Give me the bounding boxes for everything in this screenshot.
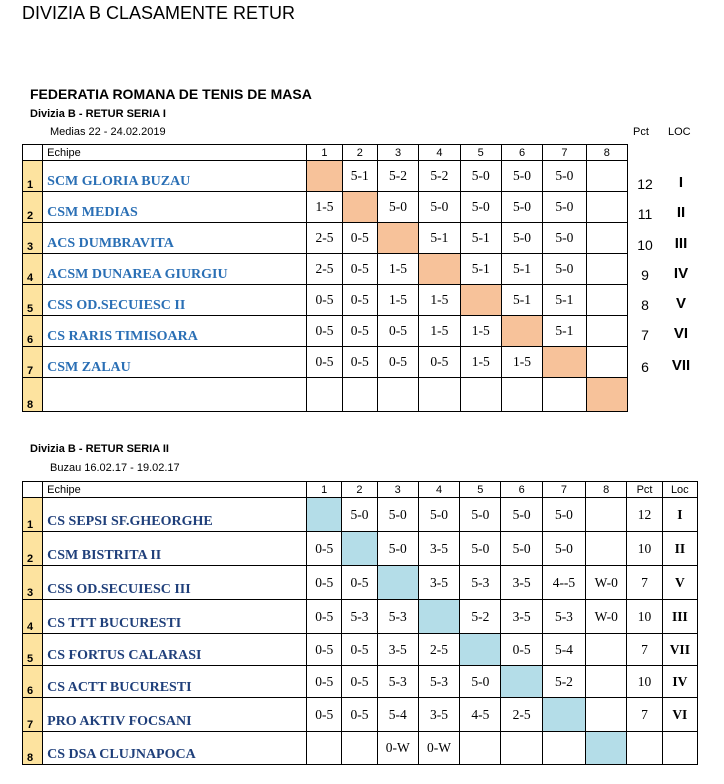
series2-score-cell: 5-0 bbox=[460, 666, 501, 698]
series1-team-name: ACS DUMBRAVITA bbox=[43, 223, 307, 254]
series1-team-name bbox=[43, 378, 307, 412]
series1-score-cell bbox=[586, 254, 627, 285]
series1-team-name: CSM ZALAU bbox=[43, 347, 307, 378]
series2-score-cell: 5-3 bbox=[377, 600, 418, 634]
series1-score-cell: 5-1 bbox=[543, 316, 586, 347]
series1-points-value: 7 bbox=[641, 327, 649, 343]
series2-score-cell: 0-5 bbox=[307, 566, 342, 600]
series1-self-cell bbox=[419, 254, 460, 285]
series2-score-cell bbox=[342, 732, 377, 765]
series2-score-cell: 3-5 bbox=[377, 634, 418, 666]
series2-row-number: 7 bbox=[23, 698, 43, 732]
series2-score-cell: W-0 bbox=[586, 600, 627, 634]
series2-score-cell: 5-0 bbox=[460, 498, 501, 532]
series1-self-cell bbox=[543, 347, 586, 378]
series2-score-cell: 5-4 bbox=[377, 698, 418, 732]
series2-col-header: 5 bbox=[460, 482, 501, 498]
series2-score-cell: 5-0 bbox=[542, 498, 585, 532]
series2-row-number: 8 bbox=[23, 732, 43, 765]
series2-self-cell bbox=[460, 634, 501, 666]
series1-col-header: 4 bbox=[419, 145, 460, 161]
series1-score-cell bbox=[586, 347, 627, 378]
series1-col-header: 3 bbox=[377, 145, 418, 161]
series1-score-cell: 1-5 bbox=[460, 347, 501, 378]
series2-self-cell bbox=[342, 532, 377, 566]
series2-score-cell bbox=[586, 532, 627, 566]
series2-score-cell: 0-5 bbox=[307, 698, 342, 732]
series2-team-name: CSM BISTRITA II bbox=[43, 532, 307, 566]
series1-score-cell: 5-1 bbox=[419, 223, 460, 254]
series1-header-row bbox=[23, 145, 628, 161]
series2-col-header: 3 bbox=[377, 482, 418, 498]
series1-points-value: 9 bbox=[641, 267, 649, 283]
series1-score-cell: 0-5 bbox=[342, 223, 377, 254]
series2-title: Divizia B - RETUR SERIA II bbox=[30, 443, 169, 455]
series1-score-cell: 2-5 bbox=[307, 254, 342, 285]
series2-score-cell: 3-5 bbox=[418, 698, 459, 732]
series1-score-cell: 5-0 bbox=[501, 223, 542, 254]
series2-score-cell: 5-2 bbox=[460, 600, 501, 634]
series2-team-row bbox=[23, 600, 698, 634]
series1-score-cell bbox=[419, 378, 460, 412]
series2-score-cell bbox=[501, 732, 542, 765]
series1-score-cell: 0-5 bbox=[419, 347, 460, 378]
series1-score-cell: 5-2 bbox=[377, 161, 418, 192]
series1-loc-label: LOC bbox=[668, 126, 691, 138]
series1-place-value: II bbox=[676, 204, 686, 221]
series2-points-cell: 10 bbox=[627, 600, 662, 634]
series1-col-header: 6 bbox=[501, 145, 542, 161]
series2-score-cell: 0-5 bbox=[342, 698, 377, 732]
series1-corner-cell bbox=[23, 145, 43, 161]
series2-self-cell bbox=[586, 732, 627, 765]
series1-col-header: 8 bbox=[586, 145, 627, 161]
series1-score-cell bbox=[586, 161, 627, 192]
series2-score-cell: 5-3 bbox=[377, 666, 418, 698]
series2-score-cell: 2-5 bbox=[418, 634, 459, 666]
series2-place-cell: IV bbox=[662, 666, 697, 698]
series2-teams-header: Echipe bbox=[43, 482, 307, 498]
series2-score-cell: 2-5 bbox=[501, 698, 542, 732]
series1-row-number: 1 bbox=[23, 161, 43, 192]
series1-score-cell: 5-1 bbox=[460, 223, 501, 254]
series1-team-row bbox=[23, 223, 628, 254]
series1-self-cell bbox=[307, 161, 342, 192]
series2-team-row bbox=[23, 666, 698, 698]
series1-location: Medias 22 - 24.02.2019 bbox=[50, 126, 166, 138]
series2-score-cell: 0-5 bbox=[307, 532, 342, 566]
series1-team-row bbox=[23, 192, 628, 223]
series1-row-number: 6 bbox=[23, 316, 43, 347]
series1-team-row bbox=[23, 161, 628, 192]
series1-score-cell: 5-1 bbox=[342, 161, 377, 192]
series2-team-name: CSS OD.SECUIESC III bbox=[43, 566, 307, 600]
series2-score-cell: 5-4 bbox=[542, 634, 585, 666]
series2-points-cell: 7 bbox=[627, 566, 662, 600]
series1-score-cell bbox=[586, 316, 627, 347]
page-title: DIVIZIA B CLASAMENTE RETUR bbox=[22, 3, 296, 23]
series2-score-cell: 5-3 bbox=[342, 600, 377, 634]
series1-score-cell: 5-0 bbox=[460, 192, 501, 223]
series2-score-cell bbox=[586, 666, 627, 698]
series2-col-header: 6 bbox=[501, 482, 542, 498]
series2-pct-header: Pct bbox=[627, 482, 662, 498]
series1-team-name: SCM GLORIA BUZAU bbox=[43, 161, 307, 192]
series2-score-cell bbox=[460, 732, 501, 765]
series1-score-cell: 1-5 bbox=[419, 285, 460, 316]
series1-standings-table bbox=[22, 144, 628, 412]
series2-location: Buzau 16.02.17 - 19.02.17 bbox=[50, 462, 180, 474]
series2-points-cell: 10 bbox=[627, 532, 662, 566]
series2-score-cell bbox=[542, 732, 585, 765]
series1-score-cell: 5-0 bbox=[543, 161, 586, 192]
series1-score-cell: 1-5 bbox=[377, 254, 418, 285]
series2-standings-table bbox=[22, 481, 698, 765]
series1-pct-label: Pct bbox=[633, 126, 649, 138]
series2-score-cell: 3-5 bbox=[501, 566, 542, 600]
series2-team-row bbox=[23, 732, 698, 765]
series2-self-cell bbox=[377, 566, 418, 600]
series2-points-cell: 7 bbox=[627, 634, 662, 666]
series1-score-cell: 5-0 bbox=[543, 223, 586, 254]
series2-score-cell: 0-W bbox=[418, 732, 459, 765]
series1-team-row bbox=[23, 347, 628, 378]
series2-score-cell bbox=[307, 732, 342, 765]
series2-team-name: CS FORTUS CALARASI bbox=[43, 634, 307, 666]
series2-col-header: 2 bbox=[342, 482, 377, 498]
series1-score-cell: 5-0 bbox=[377, 192, 418, 223]
series1-team-row bbox=[23, 378, 628, 412]
series2-score-cell: 5-0 bbox=[418, 498, 459, 532]
federation-title: FEDERATIA ROMANA DE TENIS DE MASA bbox=[30, 86, 312, 102]
series2-points-cell: 7 bbox=[627, 698, 662, 732]
series2-score-cell: 3-5 bbox=[418, 532, 459, 566]
series2-score-cell bbox=[586, 698, 627, 732]
series2-row-number: 5 bbox=[23, 634, 43, 666]
series1-place-value: VI bbox=[673, 325, 689, 342]
series1-points-value: 8 bbox=[641, 297, 649, 313]
series1-score-cell: 0-5 bbox=[377, 316, 418, 347]
series2-score-cell: 0-5 bbox=[501, 634, 542, 666]
series2-place-cell: III bbox=[662, 600, 697, 634]
series1-points-value: 11 bbox=[637, 206, 653, 222]
series2-team-name: CS ACTT BUCURESTI bbox=[43, 666, 307, 698]
series1-self-cell bbox=[501, 316, 542, 347]
series1-points-value: 10 bbox=[637, 237, 653, 253]
series1-score-cell: 0-5 bbox=[307, 347, 342, 378]
series1-row-number: 4 bbox=[23, 254, 43, 285]
series1-team-name: CSS OD.SECUIESC II bbox=[43, 285, 307, 316]
series2-row-number: 4 bbox=[23, 600, 43, 634]
series2-score-cell: 5-0 bbox=[501, 498, 542, 532]
series1-score-cell: 5-1 bbox=[501, 285, 542, 316]
series2-col-header: 8 bbox=[586, 482, 627, 498]
series2-score-cell bbox=[586, 498, 627, 532]
series1-team-row bbox=[23, 285, 628, 316]
series2-row-number: 3 bbox=[23, 566, 43, 600]
series2-score-cell bbox=[586, 634, 627, 666]
series2-col-header: 4 bbox=[418, 482, 459, 498]
series2-loc-header: Loc bbox=[662, 482, 697, 498]
series2-row-number: 2 bbox=[23, 532, 43, 566]
series2-place-cell: VII bbox=[662, 634, 697, 666]
series2-team-name: PRO AKTIV FOCSANI bbox=[43, 698, 307, 732]
series2-corner-cell bbox=[23, 482, 43, 498]
series1-self-cell bbox=[377, 223, 418, 254]
series2-col-header: 7 bbox=[542, 482, 585, 498]
series1-self-cell bbox=[460, 285, 501, 316]
series1-self-cell bbox=[342, 192, 377, 223]
series2-place-cell: VI bbox=[662, 698, 697, 732]
series2-score-cell: 0-5 bbox=[342, 634, 377, 666]
series1-place-value: III bbox=[674, 235, 688, 252]
series1-score-cell: 5-1 bbox=[501, 254, 542, 285]
series1-team-name: ACSM DUNAREA GIURGIU bbox=[43, 254, 307, 285]
series1-self-cell bbox=[586, 378, 627, 412]
series2-place-cell bbox=[662, 732, 697, 765]
series2-score-cell: 0-5 bbox=[342, 566, 377, 600]
series2-score-cell: 4-5 bbox=[460, 698, 501, 732]
series1-place-value: I bbox=[678, 174, 684, 191]
series2-place-cell: I bbox=[662, 498, 697, 532]
series1-points-value: 6 bbox=[641, 359, 649, 375]
series1-score-cell bbox=[342, 378, 377, 412]
series1-title: Divizia B - RETUR SERIA I bbox=[30, 108, 166, 120]
series1-col-header: 1 bbox=[307, 145, 342, 161]
series2-self-cell bbox=[307, 498, 342, 532]
series1-score-cell bbox=[377, 378, 418, 412]
series1-score-cell: 5-0 bbox=[501, 161, 542, 192]
series1-score-cell: 1-5 bbox=[460, 316, 501, 347]
series1-score-cell: 0-5 bbox=[307, 285, 342, 316]
series1-col-header: 2 bbox=[342, 145, 377, 161]
series1-score-cell: 1-5 bbox=[377, 285, 418, 316]
series1-score-cell: 5-0 bbox=[501, 192, 542, 223]
series1-score-cell: 5-1 bbox=[460, 254, 501, 285]
series1-place-value: VII bbox=[671, 357, 691, 374]
series2-score-cell: 3-5 bbox=[501, 600, 542, 634]
series2-score-cell: 5-0 bbox=[377, 532, 418, 566]
series2-row-number: 1 bbox=[23, 498, 43, 532]
series2-team-row bbox=[23, 498, 698, 532]
series2-place-cell: II bbox=[662, 532, 697, 566]
series2-score-cell: 5-3 bbox=[460, 566, 501, 600]
series2-score-cell: 0-5 bbox=[307, 634, 342, 666]
series2-score-cell: 5-0 bbox=[501, 532, 542, 566]
series2-self-cell bbox=[418, 600, 459, 634]
series2-score-cell: 5-0 bbox=[377, 498, 418, 532]
series2-points-cell: 12 bbox=[627, 498, 662, 532]
series1-score-cell bbox=[307, 378, 342, 412]
series2-team-row bbox=[23, 532, 698, 566]
series1-team-row bbox=[23, 316, 628, 347]
series2-score-cell: 5-3 bbox=[418, 666, 459, 698]
series1-score-cell: 0-5 bbox=[342, 316, 377, 347]
series1-score-cell: 0-5 bbox=[342, 347, 377, 378]
series2-score-cell: 0-5 bbox=[307, 666, 342, 698]
series2-score-cell: 5-3 bbox=[542, 600, 585, 634]
series2-score-cell: 3-5 bbox=[418, 566, 459, 600]
series2-self-cell bbox=[542, 698, 585, 732]
series2-team-name: CS TTT BUCURESTI bbox=[43, 600, 307, 634]
series1-score-cell: 1-5 bbox=[307, 192, 342, 223]
series1-score-cell bbox=[586, 192, 627, 223]
series1-row-number: 8 bbox=[23, 378, 43, 412]
series1-team-name: CSM MEDIAS bbox=[43, 192, 307, 223]
series2-score-cell: 5-0 bbox=[542, 532, 585, 566]
series1-row-number: 5 bbox=[23, 285, 43, 316]
series1-score-cell: 5-0 bbox=[419, 192, 460, 223]
series2-score-cell: 0-5 bbox=[307, 600, 342, 634]
series1-score-cell: 5-2 bbox=[419, 161, 460, 192]
series1-place-value: IV bbox=[673, 265, 689, 282]
series1-score-cell: 0-5 bbox=[307, 316, 342, 347]
series1-points-value: 12 bbox=[637, 176, 653, 192]
series2-team-name: CS DSA CLUJNAPOCA bbox=[43, 732, 307, 765]
series1-score-cell bbox=[501, 378, 542, 412]
series2-score-cell: 5-0 bbox=[460, 532, 501, 566]
series1-score-cell bbox=[543, 378, 586, 412]
series1-score-cell: 5-0 bbox=[543, 254, 586, 285]
series2-score-cell: 0-5 bbox=[342, 666, 377, 698]
series2-team-row bbox=[23, 566, 698, 600]
series1-place-value: V bbox=[675, 295, 686, 312]
series2-score-cell: 5-0 bbox=[342, 498, 377, 532]
series1-score-cell: 0-5 bbox=[342, 254, 377, 285]
series1-score-cell: 1-5 bbox=[501, 347, 542, 378]
series1-teams-header: Echipe bbox=[43, 145, 307, 161]
series1-score-cell: 2-5 bbox=[307, 223, 342, 254]
series2-self-cell bbox=[501, 666, 542, 698]
series1-score-cell: 1-5 bbox=[419, 316, 460, 347]
series1-score-cell: 0-5 bbox=[342, 285, 377, 316]
series1-score-cell bbox=[586, 223, 627, 254]
series2-col-header: 1 bbox=[307, 482, 342, 498]
series2-score-cell: 5-2 bbox=[542, 666, 585, 698]
series2-team-row bbox=[23, 698, 698, 732]
series2-header-row bbox=[23, 482, 698, 498]
series1-score-cell: 5-0 bbox=[543, 192, 586, 223]
series1-score-cell: 5-1 bbox=[543, 285, 586, 316]
series2-row-number: 6 bbox=[23, 666, 43, 698]
series1-row-number: 2 bbox=[23, 192, 43, 223]
series2-score-cell: 0-W bbox=[377, 732, 418, 765]
series2-points-cell: 10 bbox=[627, 666, 662, 698]
series1-col-header: 7 bbox=[543, 145, 586, 161]
series1-row-number: 7 bbox=[23, 347, 43, 378]
series2-points-cell bbox=[627, 732, 662, 765]
series1-team-name: CS RARIS TIMISOARA bbox=[43, 316, 307, 347]
series1-team-row bbox=[23, 254, 628, 285]
series1-score-cell bbox=[586, 285, 627, 316]
series1-score-cell bbox=[460, 378, 501, 412]
series2-score-cell: W-0 bbox=[586, 566, 627, 600]
series1-row-number: 3 bbox=[23, 223, 43, 254]
series2-place-cell: V bbox=[662, 566, 697, 600]
series1-col-header: 5 bbox=[460, 145, 501, 161]
series2-team-name: CS SEPSI SF.GHEORGHE bbox=[43, 498, 307, 532]
series2-score-cell: 4--5 bbox=[542, 566, 585, 600]
series2-team-row bbox=[23, 634, 698, 666]
series1-score-cell: 5-0 bbox=[460, 161, 501, 192]
series1-score-cell: 0-5 bbox=[377, 347, 418, 378]
